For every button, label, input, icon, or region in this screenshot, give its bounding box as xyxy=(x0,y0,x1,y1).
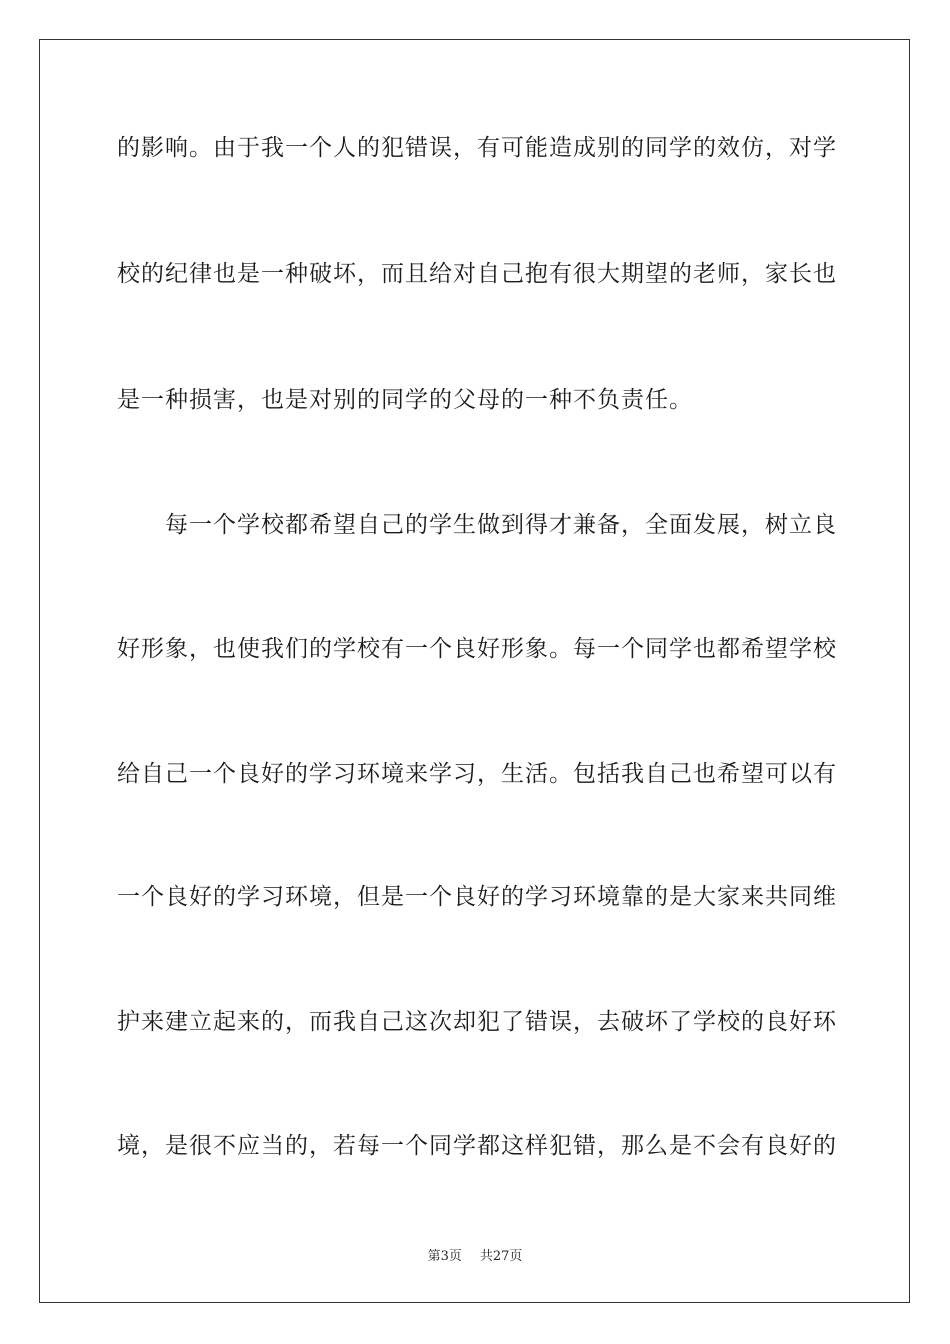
text-line-7: 一个良好的学习环境，但是一个良好的学习环境靠的是大家来共同维 xyxy=(117,884,837,910)
text-line-9: 境，是很不应当的，若每一个同学都这样犯错，那么是不会有良好的 xyxy=(117,1133,837,1159)
text-line-2: 校的纪律也是一种破坏，而且给对自己抱有很大期望的老师，家长也 xyxy=(117,261,837,287)
page-footer xyxy=(0,1248,950,1266)
text-line-3: 是一种损害，也是对别的同学的父母的一种不负责任。 xyxy=(117,387,693,413)
page-number: 第3页 xyxy=(427,1249,462,1264)
text-line-5: 好形象，也使我们的学校有一个良好形象。每一个同学也都希望学校 xyxy=(117,636,837,662)
page-border xyxy=(39,39,910,1303)
text-line-4: 每一个学校都希望自己的学生做到得才兼备，全面发展，树立良 xyxy=(117,512,837,538)
text-line-8: 护来建立起来的，而我自己这次却犯了错误，去破坏了学校的良好环 xyxy=(117,1009,837,1035)
text-line-6: 给自己一个良好的学习环境来学习，生活。包括我自己也希望可以有 xyxy=(117,761,837,787)
page-total: 共27页 xyxy=(479,1249,523,1264)
text-line-1: 的影响。由于我一个人的犯错误，有可能造成别的同学的效仿，对学 xyxy=(117,135,837,161)
